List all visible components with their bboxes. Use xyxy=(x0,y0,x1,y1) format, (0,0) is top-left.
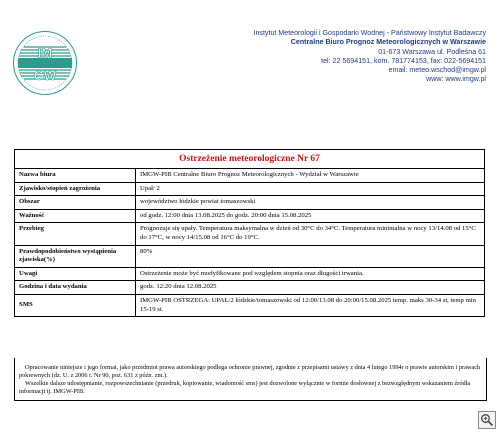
row-value: Upał/ 2 xyxy=(136,182,485,196)
table-row xyxy=(15,169,485,183)
row-value: 80% xyxy=(136,245,485,267)
table-row xyxy=(15,267,485,281)
phone-fax: tel: 22 5694151, kom. 781774153, fax: 022-5694151 xyxy=(321,56,486,65)
imgw-logo xyxy=(12,30,78,96)
row-label: Ważność xyxy=(15,209,136,223)
bureau-name: Centralne Biuro Prognoz Meteorologicznych w Warszawie xyxy=(290,38,486,47)
table-row xyxy=(15,182,485,196)
warning-title: Ostrzeżenie meteorologiczne Nr 67 xyxy=(15,150,485,169)
address: 01-673 Warszawa ul. Podleśna 61 xyxy=(378,47,486,56)
row-value: godz. 12:20 dnia 12.08.2025 xyxy=(136,281,485,295)
row-label: Przebieg xyxy=(15,223,136,245)
logo-text-bottom: GW xyxy=(33,68,57,83)
table-row xyxy=(15,223,485,245)
row-value: od godz. 12:00 dnia 13.08.2025 do godz. 20:00 dnia 15.08.2025 xyxy=(136,209,485,223)
email: email: meteo.wschod@imgw.pl xyxy=(388,66,486,75)
row-label: Godzina i data wydania xyxy=(15,281,136,295)
zoom-icon[interactable] xyxy=(478,411,496,429)
table-row xyxy=(15,294,485,316)
row-label: Zjawisko/stopień zagrożenia xyxy=(15,182,136,196)
copyright-notice xyxy=(14,358,487,401)
row-label: Uwagi xyxy=(15,267,136,281)
row-label: Prawdopodobieństwo wystąpienia zjawiska(%) xyxy=(15,245,136,267)
table-row xyxy=(15,281,485,295)
row-value: IMGW-PIB OSTRZEGA: UPAŁ/2 łódzkie/tomaszowski od 12:00/13.08 do 20:00/15.08.2025 temp. maks 30-34 st, temp min 15-19 st. xyxy=(136,294,485,316)
row-label: Obszar xyxy=(15,196,136,210)
logo-text-top: IM xyxy=(37,45,53,61)
table-row xyxy=(15,196,485,210)
table-row xyxy=(15,209,485,223)
title-row xyxy=(15,150,485,169)
row-value: województwo łódzkie powiat tomaszowski xyxy=(136,196,485,210)
row-value: Ostrzeżenie może być modyfikowane pod względem stopnia oraz długości trwania. xyxy=(136,267,485,281)
table-row xyxy=(15,245,485,267)
institute-header xyxy=(166,29,486,85)
website: www: www.imgw.pl xyxy=(426,75,486,84)
copyright-paragraph: Opracowanie niniejsze i jego format, jako przedmiot prawa autorskiego podlega ochronie prawnej, zgodnie z przepisami ustawy z dnia 4 lutego 1994r o prawie autorskim i prawach pokrewnych (dz. U. z 2006 r. Nr 90, poz. 631 z późn. zm.). xyxy=(19,364,481,380)
row-label: SMS xyxy=(15,294,136,316)
row-label: Nazwa biura xyxy=(15,169,136,183)
row-value: Prognozuje się upały. Temperatura maksymalna w dzień od 30°C do 34°C. Temperatura minimalna w nocy 13/14.08 od 15°C do 17°C, w nocy 14/15.08 od 16°C do 19°C. xyxy=(136,223,485,245)
distribution-paragraph: Wszelkie dalsze udostępnianie, rozpowszechnianie (przedruk, kopiowanie, wiadomość sms) jest dozwolone wyłącznie w formie dosłownej z bezwzględnym wskazaniem źródła informacji tj. IMGW-PIB. xyxy=(19,380,471,396)
institute-name: Instytut Meteorologii i Gospodarki Wodnej - Państwowy Instytut Badawczy xyxy=(253,29,486,37)
row-value: IMGW-PIB Centralne Biuro Prognoz Meteorologicznych - Wydział w Warszawie xyxy=(136,169,485,183)
warning-table xyxy=(14,149,485,317)
